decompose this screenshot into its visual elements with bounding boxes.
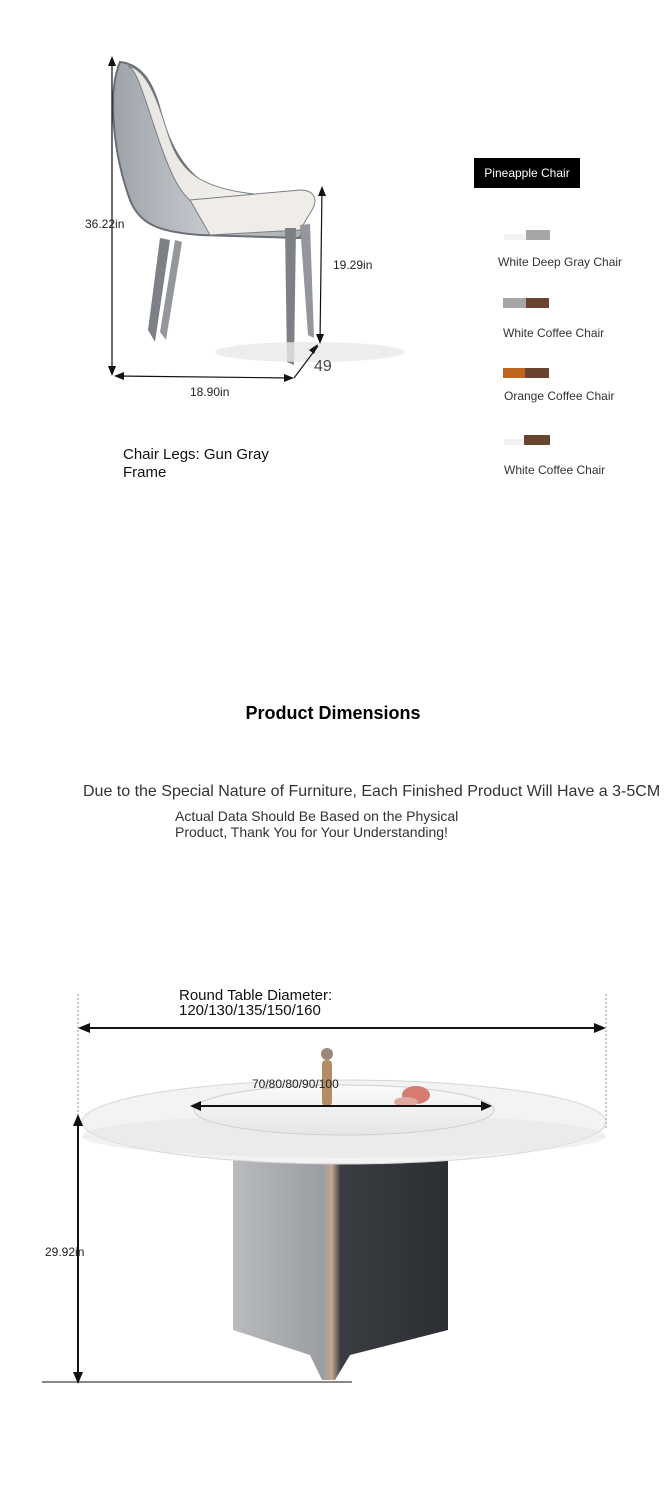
swatch-color-b bbox=[524, 435, 550, 445]
pineapple-chair-badge: Pineapple Chair bbox=[474, 158, 580, 188]
swatch-color-a bbox=[504, 234, 526, 240]
turntable-diameter-label: 70/80/80/90/100 bbox=[252, 1077, 339, 1091]
swatch-color-a bbox=[503, 368, 525, 378]
swatch-color-b bbox=[525, 368, 549, 378]
variant-label: White Coffee Chair bbox=[503, 326, 605, 340]
chair-width-label: 18.90in bbox=[190, 385, 230, 399]
swatch-color-a bbox=[503, 298, 526, 308]
chair-legs-note: Chair Legs: Gun Gray Frame bbox=[123, 446, 269, 481]
variant-swatch bbox=[503, 298, 549, 308]
size-tolerance-subnote: Actual Data Should Be Based on the Physical Product, Thank You for Your Understanding! bbox=[175, 808, 459, 840]
table-height-label: 29.92in bbox=[45, 1245, 85, 1259]
variant-label: Orange Coffee Chair bbox=[504, 389, 615, 403]
table-image bbox=[0, 960, 666, 1400]
variant-swatch bbox=[504, 435, 550, 445]
chair-height-label: 36.22in bbox=[85, 217, 125, 231]
chair-depth-label: 49 bbox=[314, 358, 332, 375]
swatch-color-a bbox=[504, 439, 524, 445]
variant-label: White Deep Gray Chair bbox=[498, 255, 623, 269]
swatch-color-b bbox=[526, 230, 550, 240]
chair-image bbox=[0, 0, 666, 420]
variant-swatch bbox=[503, 368, 549, 378]
size-tolerance-note: Due to the Special Nature of Furniture, Each Finished Product Will Have a 3-5CM bbox=[83, 783, 661, 800]
chair-seat-height-label: 19.29in bbox=[333, 258, 373, 272]
section-title: Product Dimensions bbox=[245, 703, 421, 723]
table-diameter-label: Round Table Diameter: 120/130/135/150/160 bbox=[179, 987, 333, 1019]
variant-label: White Coffee Chair bbox=[504, 463, 606, 477]
swatch-color-b bbox=[526, 298, 549, 308]
variant-swatch bbox=[504, 230, 550, 240]
